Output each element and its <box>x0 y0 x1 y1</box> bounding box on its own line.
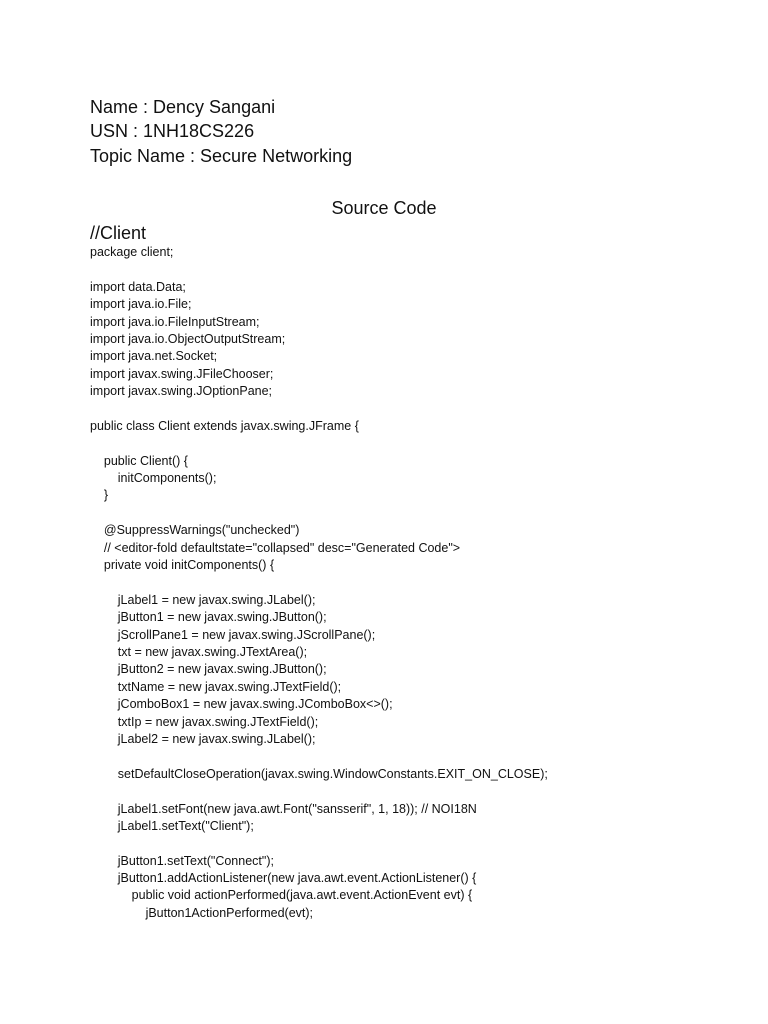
code-line: jLabel1 = new javax.swing.JLabel(); <box>90 592 316 607</box>
code-line: public void actionPerformed(java.awt.event.ActionEvent evt) { <box>90 888 473 903</box>
code-line <box>90 435 730 452</box>
topic-line: Topic Name : Secure Networking <box>90 146 353 166</box>
code-line: import java.io.FileInputStream; <box>90 314 260 329</box>
code-line <box>90 835 730 852</box>
code-line: package client; <box>90 245 174 259</box>
code-line: jComboBox1 = new javax.swing.JComboBox<>(); <box>90 697 393 712</box>
code-line: jLabel2 = new javax.swing.JLabel(); <box>90 731 316 746</box>
code-line: jLabel1.setText("Client"); <box>90 818 254 833</box>
code-block <box>90 244 730 922</box>
code-line: public class Client extends javax.swing.JFrame { <box>90 418 359 433</box>
code-line: import java.net.Socket; <box>90 349 218 364</box>
code-line: import java.io.ObjectOutputStream; <box>90 331 286 346</box>
usn-line: USN : 1NH18CS226 <box>90 121 255 141</box>
code-line: jButton1.addActionListener(new java.awt.event.ActionListener() { <box>90 871 477 886</box>
source-code-heading: Source Code <box>331 198 437 218</box>
code-line: jLabel1.setFont(new java.awt.Font("sansserif", 1, 18)); // NOI18N <box>90 801 477 816</box>
code-line: jButton1 = new javax.swing.JButton(); <box>90 610 327 625</box>
code-line <box>90 574 730 591</box>
code-line: txt = new javax.swing.JTextArea(); <box>90 644 308 659</box>
author-name: Name : Dency Sangani <box>90 97 276 117</box>
code-line: @SuppressWarnings("unchecked") <box>90 523 300 538</box>
code-line: txtIp = new javax.swing.JTextField(); <box>90 714 319 729</box>
code-line: txtName = new javax.swing.JTextField(); <box>90 679 342 694</box>
client-section-title: //Client <box>90 223 147 243</box>
code-line <box>90 505 730 522</box>
code-line: public Client() { <box>90 453 188 468</box>
code-line <box>90 261 730 278</box>
code-line: } <box>90 488 109 503</box>
code-line: import javax.swing.JFileChooser; <box>90 366 274 381</box>
code-line: initComponents(); <box>90 471 217 486</box>
code-line: import data.Data; <box>90 279 186 294</box>
code-line: // <editor-fold defaultstate="collapsed" desc="Generated Code"> <box>90 540 461 555</box>
code-line <box>90 401 730 418</box>
code-line <box>90 748 730 765</box>
code-line: private void initComponents() { <box>90 558 275 573</box>
code-line <box>90 783 730 800</box>
code-line: jButton2 = new javax.swing.JButton(); <box>90 662 327 677</box>
code-line: jButton1ActionPerformed(evt); <box>90 905 314 920</box>
code-line: jButton1.setText("Connect"); <box>90 853 274 868</box>
code-line: import javax.swing.JOptionPane; <box>90 384 273 399</box>
code-line: setDefaultCloseOperation(javax.swing.WindowConstants.EXIT_ON_CLOSE); <box>90 766 548 781</box>
code-line: jScrollPane1 = new javax.swing.JScrollPane(); <box>90 627 376 642</box>
code-line: import java.io.File; <box>90 297 192 312</box>
